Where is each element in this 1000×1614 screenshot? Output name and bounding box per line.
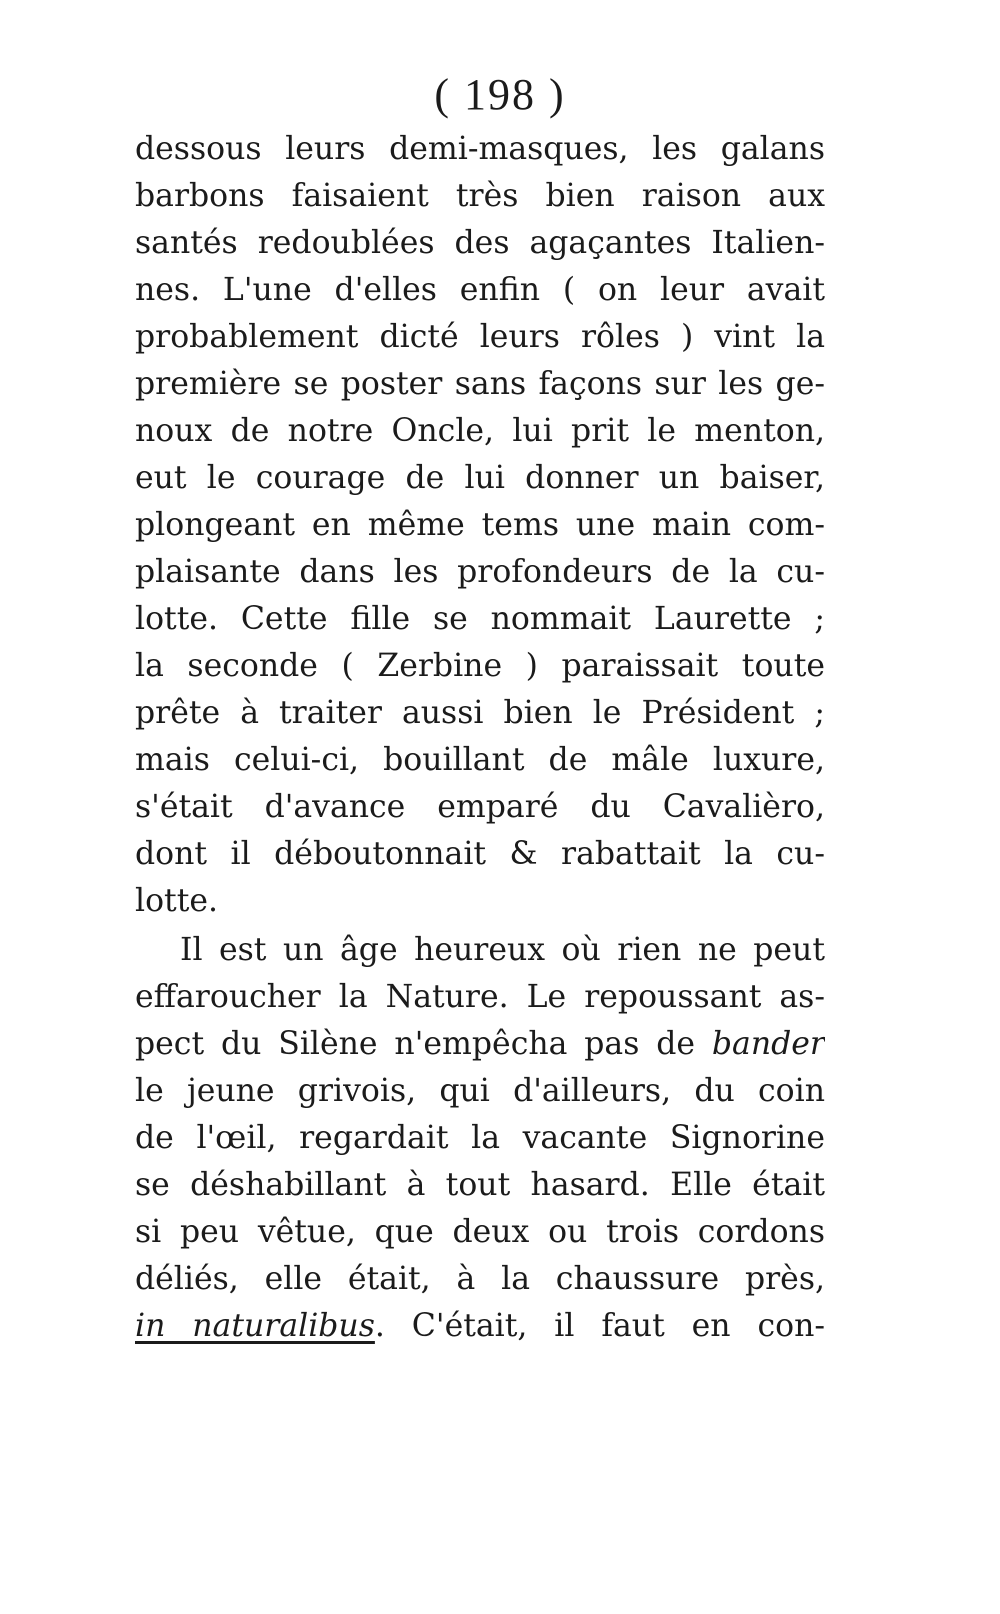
text-line: probablement dicté leurs rôles ) vint la	[135, 319, 825, 355]
text-line: prête à traiter aussi bien le Président ;	[135, 695, 825, 731]
text-line: si peu vêtue, que deux ou trois cordons	[135, 1214, 825, 1250]
text-line: Il est un âge heureux où rien ne peut	[180, 932, 825, 968]
text-line: déliés, elle était, à la chaussure près,	[135, 1261, 825, 1297]
text-line-with-italic	[135, 1021, 825, 1068]
paragraph-2	[135, 927, 825, 1350]
italic-word: bander	[711, 1026, 825, 1062]
text-segment: . C'était, il faut en con-	[374, 1308, 825, 1344]
text-line: la seconde ( Zerbine ) paraissait toute	[135, 648, 825, 684]
text-line: santés redoublées des agaçantes Italien-	[135, 225, 825, 261]
text-line: barbons faisaient très bien raison aux	[135, 178, 825, 214]
italic-phrase: in naturalibus	[135, 1308, 375, 1344]
text-line: plongeant en même tems une main com-	[135, 507, 825, 543]
text-line: dont il déboutonnait & rabattait la cu-	[135, 836, 825, 872]
text-line: dessous leurs demi-masques, les galans	[135, 131, 825, 167]
text-line: eut le courage de lui donner un baiser,	[135, 460, 825, 496]
text-line: lotte.	[135, 883, 219, 919]
text-line: plaisante dans les profondeurs de la cu-	[135, 554, 825, 590]
text-line: nes. L'une d'elles enfin ( on leur avait	[135, 272, 825, 308]
page-number: ( 198 )	[434, 70, 566, 119]
text-line: mais celui-ci, bouillant de mâle luxure,	[135, 742, 825, 778]
text-segment: pect du Silène n'empêcha pas de	[135, 1026, 696, 1062]
text-line: se déshabillant à tout hasard. Elle était	[135, 1167, 825, 1203]
body-text	[135, 126, 825, 1350]
text-line-with-italic	[135, 1303, 825, 1350]
text-line: première se poster sans façons sur les ge-	[135, 366, 825, 402]
text-line: s'était d'avance emparé du Cavalièro,	[135, 789, 825, 825]
paragraph-1	[135, 126, 825, 925]
text-line: le jeune grivois, qui d'ailleurs, du coin	[135, 1073, 825, 1109]
text-line: de l'œil, regardait la vacante Signorine	[135, 1120, 825, 1156]
text-line: noux de notre Oncle, lui prit le menton,	[135, 413, 825, 449]
text-line: effaroucher la Nature. Le repoussant as-	[135, 979, 825, 1015]
text-line: lotte. Cette fille se nommait Laurette ;	[135, 601, 825, 637]
